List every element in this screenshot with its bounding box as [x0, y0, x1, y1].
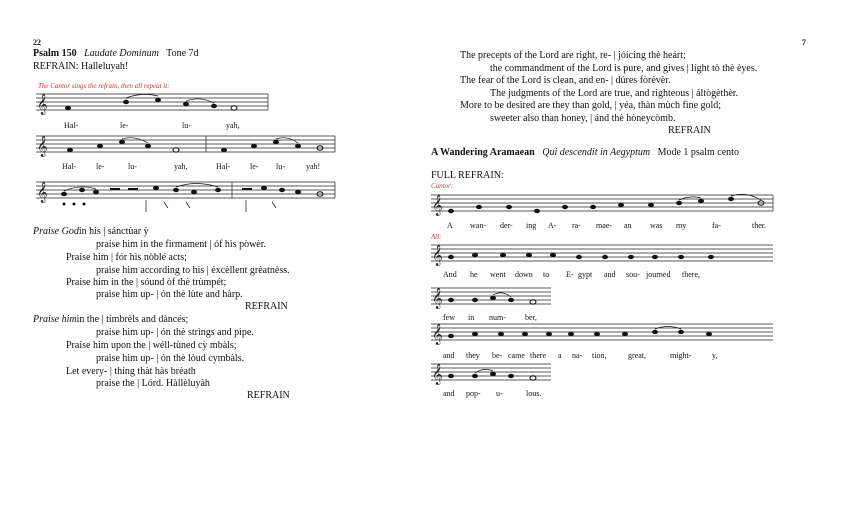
refrain-cue: REFRAIN	[668, 125, 711, 136]
staff-d-lyric: and	[443, 351, 455, 360]
staff-d-lyric: they	[466, 351, 480, 360]
refrain-cue: REFRAIN	[245, 301, 288, 312]
staff-d-lyric: might-	[670, 351, 692, 360]
staff-a-lyric: ing	[526, 221, 537, 230]
staff-a-lyric: der-	[500, 221, 513, 230]
music-staff-3	[36, 180, 336, 216]
staff-a-lyric: fa-	[712, 221, 721, 230]
staff-c-lyric: few	[443, 313, 455, 322]
verse-line: praise him up- | ón thè lòud cymbàls.	[96, 353, 245, 364]
staff-e-lyric: pop-	[466, 389, 481, 398]
staff-a-lyric: my	[676, 221, 687, 230]
verse-line: the commandment of the Lord is pure, and gives | líght tò thè èyes.	[490, 63, 758, 74]
cantor-instruction: The Cantor sings the refrain, then all repeat it:	[38, 82, 170, 90]
svg-text:𝄞: 𝄞	[37, 182, 48, 202]
staff2-lyric: le-	[96, 162, 105, 171]
psalm-title: Psalm 150	[33, 48, 77, 59]
verse-line: praise him up- | ón thè lùte and hàrp.	[96, 289, 243, 300]
verse-line: The judgments of the Lord are true, and righteous | áltògèthèr.	[490, 88, 739, 99]
staff-b-lyric: E-	[566, 270, 574, 279]
staff-d-lyric: be-	[492, 351, 503, 360]
page-number-left: 22	[33, 38, 41, 47]
staff-d-lyric: a	[558, 351, 562, 360]
verse-line	[33, 226, 79, 238]
staff-b-lyric: journed	[646, 270, 671, 279]
staff-c-lyric: num-	[489, 313, 506, 322]
music-staff-c	[431, 286, 556, 312]
staff-a-lyric: A-	[548, 221, 557, 230]
aramaean-heading	[431, 147, 739, 159]
staff-d-lyric: great,	[628, 351, 646, 360]
verse-line: Praise him upon the | wéll-tùned cỳ mbàls;	[66, 340, 237, 351]
staff-d-lyric: y,	[712, 351, 718, 360]
staff-b-lyric: down	[515, 270, 533, 279]
music-staff-e	[431, 362, 556, 388]
psalm-latin: Laudate Dominum	[84, 48, 159, 59]
staff1-lyric: lu-	[182, 121, 191, 130]
verse-line: in the | tímbrèls and dàncés;	[76, 314, 189, 325]
verse-line: Praise him | fór hìs nòblé acts;	[66, 252, 187, 263]
verse-italic-prefix: Praise him	[33, 314, 77, 325]
staff-e-lyric: lous.	[526, 389, 542, 398]
staff-b-lyric: he	[470, 270, 478, 279]
staff2-lyric: Hal-	[216, 162, 231, 171]
page-number-right: 7	[802, 38, 806, 47]
full-refrain-label: FULL REFRAIN:	[431, 170, 504, 181]
refrain-cue: REFRAIN	[247, 390, 290, 401]
staff2-lyric: lu-	[276, 162, 285, 171]
verse-line: praise him in the firmament | óf hìs pòwèr.	[96, 239, 267, 250]
psalm-heading	[33, 48, 199, 60]
staff1-lyric: yah,	[226, 121, 240, 130]
staff2-lyric: lu-	[128, 162, 137, 171]
music-staff-d	[431, 322, 776, 348]
refrain-line: REFRAIN: Halleluyah!	[33, 61, 129, 72]
staff2-lyric: yah,	[174, 162, 188, 171]
verse-line: sweeter also than honey, | ánd thè hòneycòmb.	[490, 113, 676, 124]
svg-text:𝄞: 𝄞	[432, 364, 443, 384]
staff-a-lyric: A	[447, 221, 453, 230]
psalm-tone: Tone 7d	[166, 48, 199, 59]
staff1-lyric: le-	[120, 121, 129, 130]
staff-b-lyric: And	[443, 270, 457, 279]
staff-b-lyric: to	[543, 270, 550, 279]
staff-a-lyric: wan-	[470, 221, 486, 230]
staff-a-lyric: was	[650, 221, 663, 230]
staff2-lyric: Hal-	[62, 162, 77, 171]
staff-a-lyric: mae-	[596, 221, 612, 230]
svg-text:𝄞: 𝄞	[37, 136, 48, 156]
staff-a-lyric: ra-	[572, 221, 581, 230]
staff-d-lyric: there	[530, 351, 546, 360]
staff-b-lyric: and	[604, 270, 616, 279]
music-staff-2	[36, 134, 336, 164]
staff1-lyric: Hal-	[64, 121, 79, 130]
verse-line	[33, 314, 77, 326]
staff-b-lyric: there,	[682, 270, 700, 279]
staff-e-lyric: u-	[496, 389, 503, 398]
aramaean-title: A Wandering Aramaean	[431, 147, 535, 158]
verse-line: Let every- | thíng thàt hàs brèath	[66, 366, 196, 377]
staff2-lyric: yah!	[306, 162, 321, 171]
music-staff-b	[431, 243, 776, 269]
staff-e-lyric: and	[443, 389, 455, 398]
verse-italic-prefix: Praise God	[33, 226, 79, 237]
all-label: All:	[431, 233, 442, 241]
verse-line: praise him according to his | éxcèllent grèatnèss.	[96, 265, 290, 276]
staff-a-lyric: an	[624, 221, 632, 230]
verse-line: The precepts of the Lord are right, re- | jóicing thè heárt;	[460, 50, 686, 61]
staff-a-lyric: ther.	[752, 221, 766, 230]
staff-c-lyric: in	[468, 313, 475, 322]
staff-b-lyric: gypt	[578, 270, 593, 279]
staff-d-lyric: came	[508, 351, 525, 360]
music-staff-a	[431, 193, 776, 219]
verse-line: in his | sánctùar ỳ	[78, 226, 149, 237]
verse-line: praise the | Lórd. Hàllèluyàh	[96, 378, 210, 389]
staff2-lyric: le-	[250, 162, 259, 171]
aramaean-mode: Mode 1 psalm cento	[657, 147, 739, 158]
verse-line: The fear of the Lord is clean, and en- | dúres fòrèvèr.	[460, 75, 671, 86]
svg-text:𝄞: 𝄞	[432, 245, 443, 265]
staff-b-lyric: went	[490, 270, 506, 279]
verse-line: praise him up- | ón thè strìngs and pìpe.	[96, 327, 254, 338]
svg-text:𝄞: 𝄞	[432, 324, 443, 344]
verse-line: More to be desired are they than gold, | yéa, thàn mùch fìne gold;	[460, 100, 722, 111]
staff-c-lyric: ber,	[525, 313, 537, 322]
music-staff-1	[36, 92, 271, 122]
staff-b-lyric: sou-	[626, 270, 640, 279]
staff-d-lyric: na-	[572, 351, 583, 360]
svg-text:𝄞: 𝄞	[37, 94, 48, 114]
staff-d-lyric: tion,	[592, 351, 607, 360]
aramaean-latin: Qui descendit in Aegyptum	[542, 147, 651, 158]
svg-text:𝄞: 𝄞	[432, 195, 443, 215]
verse-line: Praise him in the | sóund òf thè trùmpét;	[66, 277, 227, 288]
cantor-label: Cantor:	[431, 182, 454, 190]
svg-text:𝄞: 𝄞	[432, 288, 443, 308]
